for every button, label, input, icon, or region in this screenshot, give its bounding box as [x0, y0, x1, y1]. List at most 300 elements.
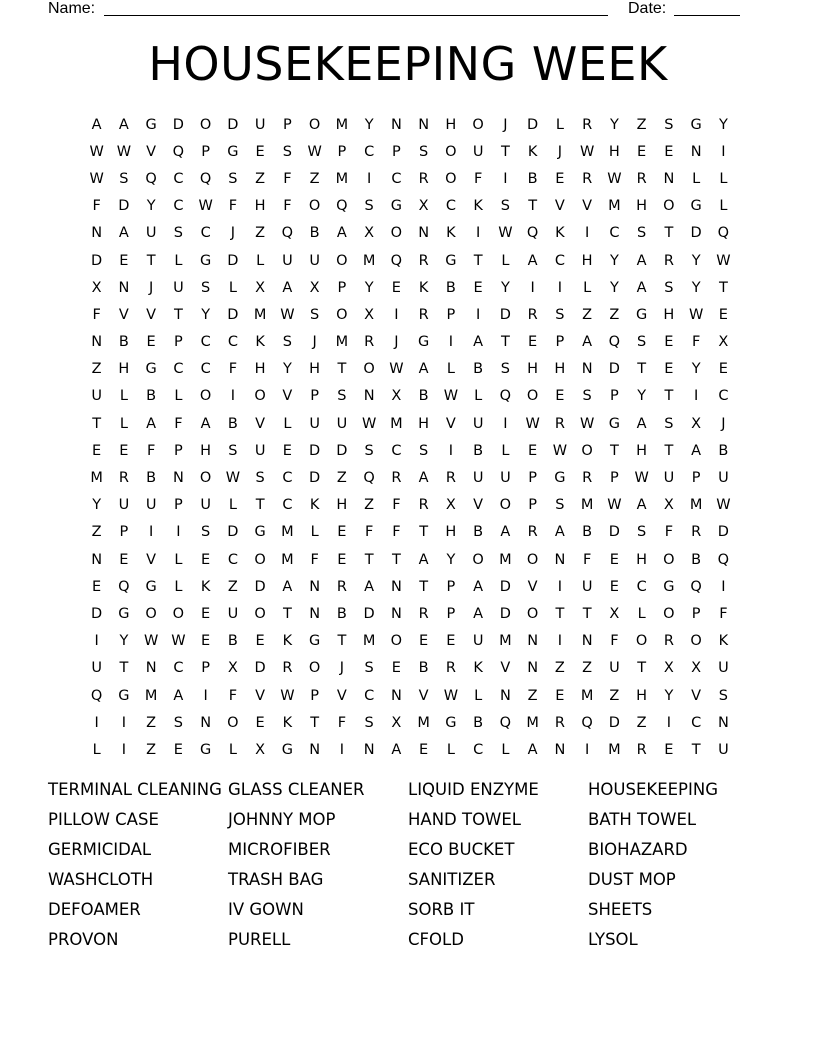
- grid-letter: X: [609, 605, 620, 622]
- grid-letter: P: [528, 497, 537, 514]
- grid-letter: T: [609, 442, 619, 459]
- worksheet-header: [48, 0, 748, 20]
- grid-letter: B: [309, 225, 320, 242]
- grid-letter: Y: [664, 687, 674, 704]
- grid-letter: T: [337, 361, 347, 378]
- grid-letter: S: [718, 687, 728, 704]
- grid-letter: C: [227, 551, 238, 568]
- word-list-item: GLASS CLEANER: [228, 780, 365, 799]
- grid-letter: W: [361, 415, 377, 432]
- grid-letter: J: [503, 116, 508, 133]
- grid-letter: H: [254, 198, 266, 215]
- grid-letter: O: [308, 116, 321, 133]
- grid-letter: W: [89, 170, 104, 187]
- word-list-item: LIQUID ENZYME: [408, 780, 539, 799]
- grid-letter: W: [89, 143, 104, 160]
- grid-letter: Q: [690, 578, 702, 595]
- grid-letter: I: [366, 170, 372, 187]
- grid-letter: L: [228, 279, 237, 296]
- grid-letter: W: [116, 143, 132, 160]
- grid-letter: R: [418, 605, 429, 622]
- name-blank-line: [104, 15, 608, 16]
- grid-letter: R: [118, 470, 129, 487]
- grid-letter: C: [554, 252, 565, 269]
- grid-letter: T: [364, 551, 374, 568]
- grid-letter: B: [718, 442, 729, 459]
- grid-letter: D: [227, 524, 239, 541]
- grid-letter: E: [201, 605, 211, 622]
- grid-letter: A: [527, 741, 538, 758]
- grid-letter: L: [474, 388, 483, 405]
- grid-letter: N: [581, 361, 593, 378]
- grid-letter: W: [607, 497, 622, 514]
- grid-letter: I: [448, 442, 454, 459]
- grid-letter: U: [500, 470, 511, 487]
- grid-letter: R: [445, 470, 456, 487]
- grid-letter: G: [200, 252, 212, 269]
- grid-letter: K: [473, 198, 483, 215]
- grid-letter: E: [255, 714, 265, 731]
- grid-letter: D: [690, 225, 702, 242]
- grid-letter: J: [230, 225, 236, 242]
- grid-letter: H: [636, 198, 648, 215]
- grid-letter: Q: [172, 143, 185, 160]
- grid-letter: T: [637, 660, 647, 677]
- grid-letter: N: [91, 225, 103, 242]
- date-label: Date:: [628, 0, 667, 17]
- grid-letter: A: [473, 334, 484, 351]
- grid-letter: V: [527, 578, 538, 595]
- grid-letter: D: [608, 524, 620, 541]
- grid-letter: C: [636, 578, 647, 595]
- word-list-item: WASHCLOTH: [48, 870, 154, 889]
- grid-letter: Z: [609, 687, 620, 704]
- grid-letter: B: [473, 442, 484, 459]
- grid-letter: Z: [636, 714, 647, 731]
- grid-letter: W: [716, 497, 731, 514]
- grid-letter: F: [310, 551, 319, 568]
- grid-letter: A: [473, 605, 484, 622]
- grid-letter: F: [392, 497, 401, 514]
- grid-letter: V: [582, 198, 593, 215]
- grid-letter: T: [282, 605, 292, 622]
- grid-letter: Z: [91, 524, 102, 541]
- grid-letter: V: [282, 388, 293, 405]
- grid-letter: O: [635, 633, 648, 650]
- grid-letter: H: [663, 306, 675, 323]
- grid-letter: B: [146, 388, 157, 405]
- grid-letter: I: [394, 306, 399, 323]
- grid-letter: L: [501, 442, 510, 459]
- grid-letter: E: [555, 388, 565, 405]
- grid-letter: O: [390, 225, 403, 242]
- grid-letter: R: [636, 741, 647, 758]
- grid-letter: D: [717, 524, 729, 541]
- grid-letter: E: [555, 170, 565, 187]
- grid-letter: E: [92, 442, 102, 459]
- grid-letter: P: [446, 578, 456, 595]
- grid-letter: P: [446, 306, 456, 323]
- grid-letter: E: [146, 334, 156, 351]
- grid-letter: P: [392, 143, 401, 160]
- grid-letter: R: [554, 415, 565, 432]
- grid-letter: X: [364, 306, 375, 323]
- grid-letter: F: [283, 170, 292, 187]
- word-list-item: PILLOW CASE: [48, 810, 159, 829]
- grid-letter: V: [146, 306, 157, 323]
- grid-letter: G: [690, 116, 702, 133]
- grid-letter: N: [145, 660, 157, 677]
- grid-letter: T: [473, 252, 483, 269]
- grid-letter: P: [555, 334, 565, 351]
- grid-letter: G: [254, 524, 266, 541]
- grid-letter: X: [691, 660, 702, 677]
- grid-letter: L: [501, 741, 510, 758]
- grid-letter: T: [664, 388, 674, 405]
- grid-letter: N: [390, 116, 402, 133]
- grid-letter: P: [201, 660, 210, 677]
- grid-letter: K: [473, 660, 483, 677]
- grid-letter: M: [580, 497, 594, 514]
- grid-letter: N: [527, 633, 539, 650]
- grid-letter: S: [119, 170, 129, 187]
- grid-letter: L: [92, 741, 101, 758]
- grid-letter: H: [527, 361, 539, 378]
- grid-letter: T: [92, 415, 102, 432]
- grid-letter: P: [310, 388, 319, 405]
- grid-letter: U: [609, 660, 620, 677]
- grid-letter: N: [554, 551, 566, 568]
- word-list-item: PROVON: [48, 930, 119, 949]
- grid-letter: N: [309, 578, 321, 595]
- grid-letter: L: [310, 524, 319, 541]
- grid-letter: Z: [146, 741, 157, 758]
- grid-letter: Q: [390, 252, 403, 269]
- grid-letter: I: [94, 633, 99, 650]
- grid-letter: U: [718, 660, 729, 677]
- grid-letter: W: [225, 470, 241, 487]
- grid-letter: I: [339, 741, 345, 758]
- grid-letter: C: [364, 687, 375, 704]
- grid-letter: S: [419, 143, 429, 160]
- grid-letter: N: [172, 470, 184, 487]
- grid-letter: S: [664, 116, 674, 133]
- grid-letter: R: [336, 578, 347, 595]
- grid-letter: S: [364, 442, 374, 459]
- grid-letter: L: [474, 687, 483, 704]
- grid-letter: B: [227, 633, 238, 650]
- grid-letter: L: [228, 497, 237, 514]
- grid-letter: W: [443, 687, 459, 704]
- grid-letter: U: [91, 388, 102, 405]
- grid-letter: O: [254, 388, 266, 405]
- word-list-item: CFOLD: [408, 930, 464, 949]
- grid-letter: N: [390, 578, 402, 595]
- grid-letter: K: [255, 334, 265, 351]
- grid-letter: U: [309, 415, 320, 432]
- grid-letter: Z: [309, 170, 320, 187]
- grid-letter: F: [392, 524, 401, 541]
- grid-letter: T: [391, 551, 401, 568]
- grid-letter: O: [254, 551, 266, 568]
- grid-letter: E: [119, 252, 129, 269]
- grid-letter: M: [335, 170, 349, 187]
- grid-letter: Y: [364, 116, 374, 133]
- grid-letter: S: [637, 334, 647, 351]
- grid-letter: U: [472, 633, 484, 650]
- grid-letter: R: [527, 306, 538, 323]
- grid-letter: X: [255, 279, 266, 296]
- grid-letter: A: [336, 225, 347, 242]
- grid-letter: L: [119, 388, 128, 405]
- grid-letter: E: [201, 551, 211, 568]
- grid-letter: G: [608, 415, 620, 432]
- grid-letter: L: [692, 170, 701, 187]
- grid-letter: V: [691, 687, 702, 704]
- grid-letter: O: [445, 170, 457, 187]
- grid-letter: E: [473, 279, 483, 296]
- grid-letter: M: [362, 252, 376, 269]
- grid-letter: G: [663, 578, 675, 595]
- grid-letter: W: [552, 442, 568, 459]
- grid-letter: A: [200, 415, 211, 432]
- grid-letter: M: [362, 633, 376, 650]
- grid-letter: Q: [199, 170, 212, 187]
- grid-letter: A: [391, 741, 402, 758]
- grid-letter: E: [119, 442, 129, 459]
- grid-letter: O: [663, 198, 675, 215]
- grid-letter: R: [582, 116, 593, 133]
- grid-letter: E: [718, 306, 728, 323]
- grid-letter: M: [580, 687, 594, 704]
- grid-letter: B: [418, 388, 429, 405]
- grid-letter: E: [718, 361, 728, 378]
- grid-letter: A: [418, 361, 429, 378]
- grid-letter: Q: [608, 334, 621, 351]
- grid-letter: M: [281, 524, 294, 541]
- grid-letter: Y: [637, 388, 647, 405]
- grid-letter: B: [227, 415, 238, 432]
- grid-letter: I: [121, 714, 127, 731]
- grid-letter: D: [499, 605, 511, 622]
- word-list-item: SHEETS: [588, 900, 653, 919]
- grid-letter: T: [146, 252, 156, 269]
- grid-letter: F: [283, 198, 292, 215]
- grid-letter: S: [664, 279, 674, 296]
- grid-letter: R: [663, 252, 674, 269]
- grid-letter: E: [419, 741, 429, 758]
- grid-letter: E: [528, 442, 538, 459]
- grid-letter: Y: [201, 306, 211, 323]
- grid-letter: F: [473, 170, 483, 187]
- grid-letter: L: [119, 415, 128, 432]
- grid-letter: N: [663, 170, 675, 187]
- grid-letter: G: [145, 578, 157, 595]
- grid-letter: D: [91, 252, 103, 269]
- grid-letter: A: [636, 252, 647, 269]
- grid-letter: K: [527, 143, 538, 160]
- grid-letter: W: [634, 470, 649, 487]
- grid-letter: E: [664, 334, 674, 351]
- grid-letter: K: [555, 225, 565, 242]
- grid-letter: Y: [691, 252, 701, 269]
- grid-letter: Z: [364, 497, 375, 514]
- grid-letter: P: [337, 279, 347, 296]
- grid-letter: H: [336, 497, 348, 514]
- grid-letter: T: [691, 741, 701, 758]
- grid-letter: D: [227, 306, 239, 323]
- word-list-item: ECO BUCKET: [408, 840, 515, 859]
- grid-letter: L: [446, 741, 455, 758]
- grid-letter: G: [281, 741, 293, 758]
- grid-letter: O: [690, 633, 702, 650]
- word-list-item: BATH TOWEL: [588, 810, 697, 829]
- grid-letter: I: [176, 524, 181, 541]
- grid-letter: C: [227, 334, 238, 351]
- grid-letter: P: [691, 470, 701, 487]
- grid-letter: S: [364, 714, 374, 731]
- grid-letter: N: [581, 633, 593, 650]
- grid-letter: I: [721, 143, 726, 160]
- grid-letter: H: [445, 116, 457, 133]
- grid-letter: C: [173, 361, 184, 378]
- grid-letter: N: [717, 714, 729, 731]
- grid-letter: Z: [582, 306, 593, 323]
- grid-letter: W: [443, 388, 459, 405]
- grid-letter: O: [145, 605, 157, 622]
- grid-letter: R: [418, 252, 429, 269]
- grid-letter: E: [119, 551, 129, 568]
- grid-letter: C: [173, 170, 184, 187]
- grid-letter: U: [254, 442, 266, 459]
- grid-letter: V: [146, 551, 157, 568]
- grid-letter: U: [200, 497, 211, 514]
- grid-letter: X: [91, 279, 102, 296]
- grid-letter: M: [281, 551, 294, 568]
- grid-letter: T: [310, 714, 320, 731]
- grid-letter: L: [228, 741, 237, 758]
- grid-letter: H: [200, 442, 212, 459]
- grid-letter: O: [199, 116, 212, 133]
- grid-letter: F: [174, 415, 183, 432]
- grid-letter: N: [363, 388, 375, 405]
- grid-letter: O: [336, 252, 348, 269]
- grid-letter: I: [557, 578, 563, 595]
- grid-letter: S: [364, 198, 374, 215]
- grid-letter: S: [173, 225, 183, 242]
- grid-letter: I: [203, 687, 208, 704]
- grid-letter: L: [719, 170, 728, 187]
- grid-letter: A: [118, 116, 129, 133]
- grid-letter: R: [582, 170, 593, 187]
- grid-letter: I: [475, 306, 481, 323]
- grid-letter: A: [636, 279, 647, 296]
- grid-letter: B: [473, 524, 484, 541]
- grid-letter: Y: [718, 116, 728, 133]
- grid-letter: E: [92, 578, 102, 595]
- grid-letter: T: [119, 660, 129, 677]
- grid-letter: E: [391, 279, 401, 296]
- grid-letter: J: [339, 660, 345, 677]
- grid-letter: L: [446, 361, 455, 378]
- grid-letter: C: [473, 741, 484, 758]
- grid-letter: G: [418, 334, 430, 351]
- grid-letter: F: [92, 198, 101, 215]
- grid-letter: O: [172, 605, 185, 622]
- grid-letter: Q: [581, 714, 593, 731]
- grid-letter: T: [419, 578, 429, 595]
- grid-letter: E: [664, 741, 674, 758]
- grid-letter: N: [390, 687, 402, 704]
- grid-letter: S: [282, 143, 292, 160]
- grid-letter: U: [309, 252, 320, 269]
- grid-letter: A: [118, 225, 129, 242]
- grid-letter: X: [663, 660, 674, 677]
- grid-letter: W: [607, 170, 622, 187]
- grid-letter: C: [391, 170, 402, 187]
- grid-letter: K: [282, 714, 293, 731]
- grid-letter: K: [282, 633, 293, 650]
- grid-letter: B: [418, 660, 429, 677]
- word-list-item: GERMICIDAL: [48, 840, 152, 859]
- grid-letter: C: [282, 470, 293, 487]
- grid-letter: M: [335, 116, 349, 133]
- grid-letter: W: [579, 415, 595, 432]
- grid-letter: Y: [609, 116, 619, 133]
- grid-letter: S: [637, 524, 647, 541]
- grid-letter: D: [608, 361, 620, 378]
- word-list-item: PURELL: [228, 930, 291, 949]
- grid-letter: M: [608, 198, 621, 215]
- grid-letter: O: [199, 470, 212, 487]
- grid-letter: W: [171, 633, 186, 650]
- grid-letter: R: [282, 660, 293, 677]
- word-list-item: JOHNNY MOP: [228, 810, 336, 829]
- grid-letter: H: [608, 143, 620, 160]
- grid-letter: W: [198, 198, 213, 215]
- grid-letter: M: [417, 714, 430, 731]
- grid-letter: F: [228, 361, 238, 378]
- grid-letter: G: [390, 198, 402, 215]
- grid-letter: P: [691, 605, 701, 622]
- grid-letter: O: [581, 442, 593, 459]
- grid-letter: V: [418, 687, 429, 704]
- grid-letter: R: [364, 334, 375, 351]
- grid-letter: C: [364, 143, 375, 160]
- grid-letter: R: [418, 497, 429, 514]
- grid-letter: A: [364, 578, 375, 595]
- grid-letter: Q: [281, 225, 294, 242]
- grid-letter: W: [307, 143, 322, 160]
- grid-letter: Z: [91, 361, 102, 378]
- grid-letter: O: [254, 605, 266, 622]
- grid-letter: F: [664, 524, 674, 541]
- grid-letter: N: [418, 225, 430, 242]
- grid-letter: V: [255, 415, 266, 432]
- grid-letter: N: [200, 714, 212, 731]
- grid-letter: T: [337, 633, 347, 650]
- grid-letter: U: [718, 741, 729, 758]
- grid-letter: T: [173, 306, 183, 323]
- grid-letter: T: [500, 143, 510, 160]
- grid-letter: Z: [636, 116, 647, 133]
- grid-letter: A: [473, 578, 484, 595]
- grid-letter: P: [119, 524, 129, 541]
- grid-letter: P: [201, 143, 210, 160]
- grid-letter: E: [609, 578, 619, 595]
- grid-letter: F: [582, 551, 592, 568]
- grid-letter: I: [530, 279, 535, 296]
